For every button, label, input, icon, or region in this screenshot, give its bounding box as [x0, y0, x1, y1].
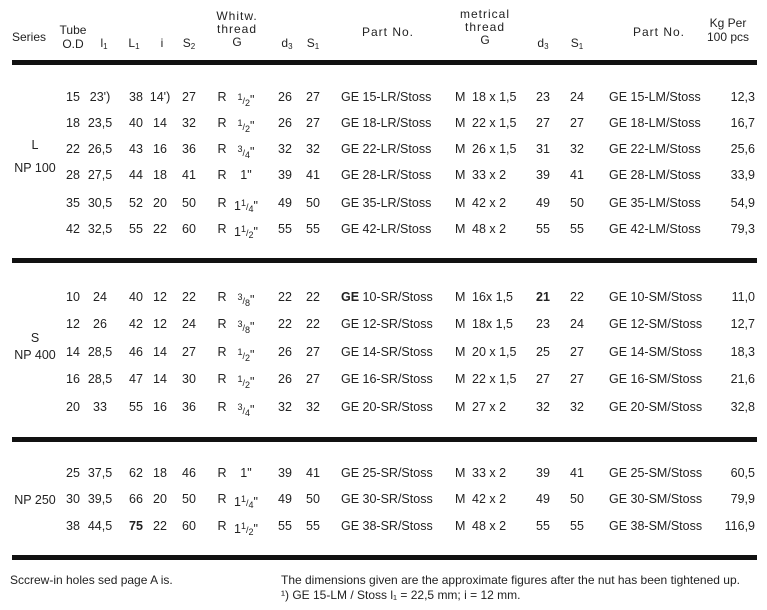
group-label-np: NP 250: [14, 493, 56, 507]
cell-od: 35: [66, 196, 80, 210]
cell-r: R: [217, 116, 227, 130]
cell-l1: 32,5: [87, 222, 113, 236]
cell-part2: GE 25-SM/Stoss: [609, 466, 703, 480]
cell-i: 14: [153, 345, 167, 359]
cell-g: $^1$/2": [237, 374, 255, 390]
cell-s1b: 24: [570, 90, 584, 104]
cell-part2: GE 28-LM/Stoss: [609, 168, 701, 182]
cell-m: M: [455, 116, 466, 130]
cell-s1b: 41: [570, 168, 584, 182]
cell-r: R: [217, 466, 227, 480]
cell-kg: 116,9: [724, 519, 755, 533]
cell-part2: GE 35-LM/Stoss: [609, 196, 701, 210]
cell-part: GE 15-LR/Stoss: [341, 90, 432, 104]
group-label-np: NP 400: [14, 348, 56, 362]
cell-g: $^3$/4": [237, 144, 255, 160]
cell-L1: 47: [129, 372, 143, 386]
cell-kg: 12,3: [730, 90, 755, 104]
cell-part2: GE 30-SM/Stoss: [609, 492, 703, 506]
cell-m: M: [455, 196, 466, 210]
cell-m: M: [455, 466, 466, 480]
header-whitw-thread: thread: [216, 22, 258, 36]
cell-d3b: 55: [536, 222, 550, 236]
cell-s1: 50: [306, 196, 320, 210]
cell-d3: 39: [278, 466, 292, 480]
cell-kg: 12,7: [730, 317, 755, 331]
cell-L1: 75: [129, 519, 143, 533]
header-L1: $L_1$: [128, 36, 140, 51]
header-d3-metric: $d_3$: [537, 36, 549, 51]
cell-i: 16: [153, 142, 167, 156]
footer-note-right: The dimensions given are the approximate figures after the nut has been tightened up.: [281, 573, 740, 587]
cell-d3: 26: [278, 345, 292, 359]
cell-i: 22: [153, 222, 167, 236]
cell-s1b: 32: [570, 400, 584, 414]
cell-mg: 48 x 2: [472, 222, 507, 236]
cell-d3b: 49: [536, 196, 550, 210]
cell-od: 22: [66, 142, 80, 156]
cell-mg: 33 x 2: [472, 466, 507, 480]
cell-d3: 26: [278, 116, 292, 130]
cell-d3b: 49: [536, 492, 550, 506]
cell-s2: 46: [182, 466, 196, 480]
cell-L1: 46: [129, 345, 143, 359]
cell-m: M: [455, 345, 466, 359]
cell-d3: 49: [278, 196, 292, 210]
cell-m: M: [455, 519, 466, 533]
cell-s1: 55: [306, 222, 320, 236]
cell-r: R: [217, 222, 227, 236]
cell-d3: 39: [278, 168, 292, 182]
cell-d3b: 55: [536, 519, 550, 533]
cell-g: $1^1/4$": [234, 198, 258, 214]
cell-s2: 60: [182, 519, 196, 533]
footer-footnote: ¹) GE 15-LM / Stoss l₁ = 22,5 mm; i = 12 mm.: [281, 588, 521, 602]
cell-r: R: [217, 142, 227, 156]
cell-part-suffix: 10-SR/Stoss: [362, 290, 433, 304]
cell-s1: 32: [306, 400, 320, 414]
cell-s2: 36: [182, 142, 196, 156]
cell-s1b: 32: [570, 142, 584, 156]
cell-od: 38: [66, 519, 80, 533]
cell-r: R: [217, 492, 227, 506]
cell-kg: 16,7: [730, 116, 755, 130]
header-metrical-g: G: [480, 33, 490, 47]
cell-m: M: [455, 372, 466, 386]
header-i: i: [160, 36, 164, 50]
cell-kg: 21,6: [730, 372, 755, 386]
cell-g: $^3$/8": [237, 319, 255, 335]
cell-i: 12: [153, 317, 167, 331]
cell-part: GE 28-LR/Stoss: [341, 168, 432, 182]
cell-m: M: [455, 290, 466, 304]
cell-i: 14: [153, 116, 167, 130]
cell-s2: 32: [182, 116, 196, 130]
cell-L1: 40: [129, 290, 143, 304]
cell-s1: 27: [306, 345, 320, 359]
cell-od: 16: [66, 372, 80, 386]
header-kg-per: Kg Per: [709, 16, 747, 30]
cell-part2: GE 18-LM/Stoss: [609, 116, 701, 130]
cell-mg: 26 x 1,5: [472, 142, 517, 156]
cell-d3: 26: [278, 90, 292, 104]
cell-i: 14'): [149, 90, 171, 104]
cell-s1b: 27: [570, 116, 584, 130]
cell-r: R: [217, 317, 227, 331]
cell-L1: 38: [129, 90, 143, 104]
header-s1-metric: $S_1$: [570, 36, 584, 51]
cell-od: 28: [66, 168, 80, 182]
cell-part2: GE 15-LM/Stoss: [609, 90, 701, 104]
cell-part2: GE 14-SM/Stoss: [609, 345, 703, 359]
cell-s2: 36: [182, 400, 196, 414]
cell-s2: 24: [182, 317, 196, 331]
cell-r: R: [217, 90, 227, 104]
cell-d3b: 25: [536, 345, 550, 359]
cell-s1b: 55: [570, 222, 584, 236]
cell-mg: 18x 1,5: [472, 317, 514, 331]
cell-s1: 22: [306, 317, 320, 331]
cell-part2: GE 16-SM/Stoss: [609, 372, 703, 386]
cell-s1: 50: [306, 492, 320, 506]
cell-s1: 41: [306, 168, 320, 182]
cell-mg: 42 x 2: [472, 492, 507, 506]
cell-s1b: 22: [570, 290, 584, 304]
cell-d3b: 27: [536, 372, 550, 386]
cell-l1: 28,5: [87, 372, 113, 386]
cell-od: 25: [66, 466, 80, 480]
cell-mg: 22 x 1,5: [472, 116, 517, 130]
cell-part: [341, 290, 433, 304]
cell-part: GE 38-SR/Stoss: [341, 519, 433, 533]
cell-part: GE 30-SR/Stoss: [341, 492, 433, 506]
header-part-no: Part No.: [361, 25, 415, 39]
cell-d3: 55: [278, 222, 292, 236]
cell-r: R: [217, 345, 227, 359]
cell-part: GE 22-LR/Stoss: [341, 142, 432, 156]
cell-part: GE 18-LR/Stoss: [341, 116, 432, 130]
cell-s2: 50: [182, 492, 196, 506]
cell-d3b: 32: [536, 400, 550, 414]
cell-L1: 62: [129, 466, 143, 480]
cell-mg: 16x 1,5: [472, 290, 514, 304]
cell-d3b: 23: [536, 317, 550, 331]
cell-kg: 54,9: [730, 196, 755, 210]
cell-kg: 25,6: [730, 142, 755, 156]
cell-m: M: [455, 168, 466, 182]
header-s2: $S_2$: [182, 36, 196, 51]
table-rule: [12, 60, 757, 65]
cell-l1: 26,5: [87, 142, 113, 156]
cell-s1b: 50: [570, 196, 584, 210]
cell-i: 16: [153, 400, 167, 414]
cell-d3: 26: [278, 372, 292, 386]
cell-d3: 22: [278, 317, 292, 331]
cell-m: M: [455, 90, 466, 104]
cell-g: $^1$/2": [237, 347, 255, 363]
header-whitw-g: G: [232, 35, 242, 49]
cell-s2: 41: [182, 168, 196, 182]
cell-kg: 11,0: [731, 290, 755, 304]
cell-L1: 55: [129, 400, 143, 414]
cell-i: 18: [153, 168, 167, 182]
cell-g: $1^1/4$": [234, 494, 258, 510]
cell-s2: 22: [182, 290, 196, 304]
group-label-np: NP 100: [14, 161, 56, 175]
cell-l1: 23'): [89, 90, 111, 104]
cell-d3b: 31: [536, 142, 550, 156]
header-metrical: metrical: [459, 7, 511, 21]
cell-od: 12: [66, 317, 80, 331]
cell-s1: 27: [306, 90, 320, 104]
header-tube: Tube: [59, 23, 87, 37]
cell-mg: 20 x 1,5: [472, 345, 517, 359]
cell-r: R: [217, 196, 227, 210]
cell-d3b: 27: [536, 116, 550, 130]
cell-d3b: 21: [536, 290, 550, 304]
cell-part: GE 25-SR/Stoss: [341, 466, 433, 480]
cell-r: R: [217, 372, 227, 386]
cell-d3: 22: [278, 290, 292, 304]
cell-d3b: 39: [536, 168, 550, 182]
cell-part2: GE 10-SM/Stoss: [609, 290, 703, 304]
cell-kg: 18,3: [730, 345, 755, 359]
cell-kg: 33,9: [730, 168, 755, 182]
header-s1: $S_1$: [306, 36, 320, 51]
cell-kg: 79,3: [730, 222, 755, 236]
cell-m: M: [455, 142, 466, 156]
cell-l1: 37,5: [87, 466, 113, 480]
cell-g: $^3$/4": [237, 402, 255, 418]
cell-s2: 60: [182, 222, 196, 236]
cell-s1b: 50: [570, 492, 584, 506]
cell-od: 30: [66, 492, 80, 506]
cell-l1: 27,5: [87, 168, 113, 182]
cell-m: M: [455, 400, 466, 414]
cell-i: 14: [153, 372, 167, 386]
cell-part: GE 42-LR/Stoss: [341, 222, 432, 236]
cell-i: 20: [153, 492, 167, 506]
cell-kg: 32,8: [730, 400, 755, 414]
header-metrical-thread: thread: [464, 20, 506, 34]
cell-l1: 28,5: [87, 345, 113, 359]
cell-s2: 30: [182, 372, 196, 386]
cell-r: R: [217, 168, 227, 182]
cell-s1: 22: [306, 290, 320, 304]
cell-s1: 32: [306, 142, 320, 156]
cell-g: $1^1/2$": [234, 521, 258, 537]
cell-d3b: 23: [536, 90, 550, 104]
cell-part: GE 14-SR/Stoss: [341, 345, 433, 359]
cell-part: GE 16-SR/Stoss: [341, 372, 433, 386]
cell-L1: 40: [129, 116, 143, 130]
cell-s1b: 41: [570, 466, 584, 480]
cell-L1: 43: [129, 142, 143, 156]
cell-i: 12: [153, 290, 167, 304]
cell-part2: GE 22-LM/Stoss: [609, 142, 701, 156]
header-100-pcs: 100 pcs: [706, 30, 750, 44]
cell-r: R: [217, 400, 227, 414]
cell-od: 10: [66, 290, 80, 304]
cell-g: $^3$/8": [237, 292, 255, 308]
cell-d3: 32: [278, 400, 292, 414]
cell-l1: 44,5: [87, 519, 113, 533]
cell-r: R: [217, 519, 227, 533]
cell-l1: 30,5: [87, 196, 113, 210]
cell-r: R: [217, 290, 227, 304]
cell-s2: 50: [182, 196, 196, 210]
cell-s1: 41: [306, 466, 320, 480]
cell-L1: 42: [129, 317, 143, 331]
header-od: O.D: [62, 37, 84, 51]
cell-l1: 23,5: [87, 116, 113, 130]
cell-od: 14: [66, 345, 80, 359]
cell-mg: 42 x 2: [472, 196, 507, 210]
cell-l1: 24: [93, 290, 107, 304]
cell-L1: 55: [129, 222, 143, 236]
cell-mg: 22 x 1,5: [472, 372, 517, 386]
header-part-no-2: Part No.: [632, 25, 686, 39]
header-d3: $d_3$: [281, 36, 293, 51]
cell-part2: GE 20-SM/Stoss: [609, 400, 703, 414]
cell-s1: 27: [306, 116, 320, 130]
header-l1: $l_1$: [100, 36, 108, 51]
group-label-series: S: [30, 331, 40, 345]
cell-part: GE 12-SR/Stoss: [341, 317, 433, 331]
cell-mg: 27 x 2: [472, 400, 507, 414]
header-series: Series: [12, 30, 47, 44]
cell-s1: 27: [306, 372, 320, 386]
cell-kg: 79,9: [730, 492, 755, 506]
cell-kg: 60,5: [730, 466, 755, 480]
cell-l1: 26: [93, 317, 107, 331]
cell-od: 20: [66, 400, 80, 414]
cell-d3: 49: [278, 492, 292, 506]
cell-g: $1^1/2$": [234, 224, 258, 240]
cell-g: 1": [240, 466, 252, 480]
cell-d3b: 39: [536, 466, 550, 480]
cell-g: 1": [240, 168, 252, 182]
cell-mg: 18 x 1,5: [472, 90, 517, 104]
footer-note-left: Sccrew-in holes sed page A is.: [10, 573, 173, 587]
table-rule: [12, 258, 757, 263]
cell-mg: 48 x 2: [472, 519, 507, 533]
cell-part2: GE 42-LM/Stoss: [609, 222, 701, 236]
cell-part: GE 35-LR/Stoss: [341, 196, 432, 210]
cell-s1b: 55: [570, 519, 584, 533]
cell-g: $^1$/2": [237, 118, 255, 134]
group-label-series: L: [31, 138, 39, 152]
cell-L1: 44: [129, 168, 143, 182]
table-rule: [12, 437, 757, 442]
cell-m: M: [455, 492, 466, 506]
cell-od: 18: [66, 116, 80, 130]
cell-d3: 55: [278, 519, 292, 533]
cell-L1: 66: [129, 492, 143, 506]
cell-s1b: 27: [570, 372, 584, 386]
cell-m: M: [455, 317, 466, 331]
cell-part-prefix: GE: [341, 290, 360, 304]
cell-s2: 27: [182, 90, 196, 104]
table-rule: [12, 555, 757, 560]
cell-g: $^1$/2": [237, 92, 255, 108]
cell-mg: 33 x 2: [472, 168, 507, 182]
cell-i: 22: [153, 519, 167, 533]
cell-m: M: [455, 222, 466, 236]
cell-i: 20: [153, 196, 167, 210]
cell-s2: 27: [182, 345, 196, 359]
cell-part: GE 20-SR/Stoss: [341, 400, 433, 414]
cell-od: 42: [66, 222, 80, 236]
cell-d3: 32: [278, 142, 292, 156]
cell-od: 15: [66, 90, 80, 104]
cell-i: 18: [153, 466, 167, 480]
cell-L1: 52: [129, 196, 143, 210]
cell-s1: 55: [306, 519, 320, 533]
cell-part2: GE 38-SM/Stoss: [609, 519, 703, 533]
cell-l1: 33: [93, 400, 107, 414]
cell-part2: GE 12-SM/Stoss: [609, 317, 703, 331]
header-whitw: Whitw.: [216, 9, 258, 23]
cell-s1b: 27: [570, 345, 584, 359]
cell-l1: 39,5: [87, 492, 113, 506]
cell-s1b: 24: [570, 317, 584, 331]
